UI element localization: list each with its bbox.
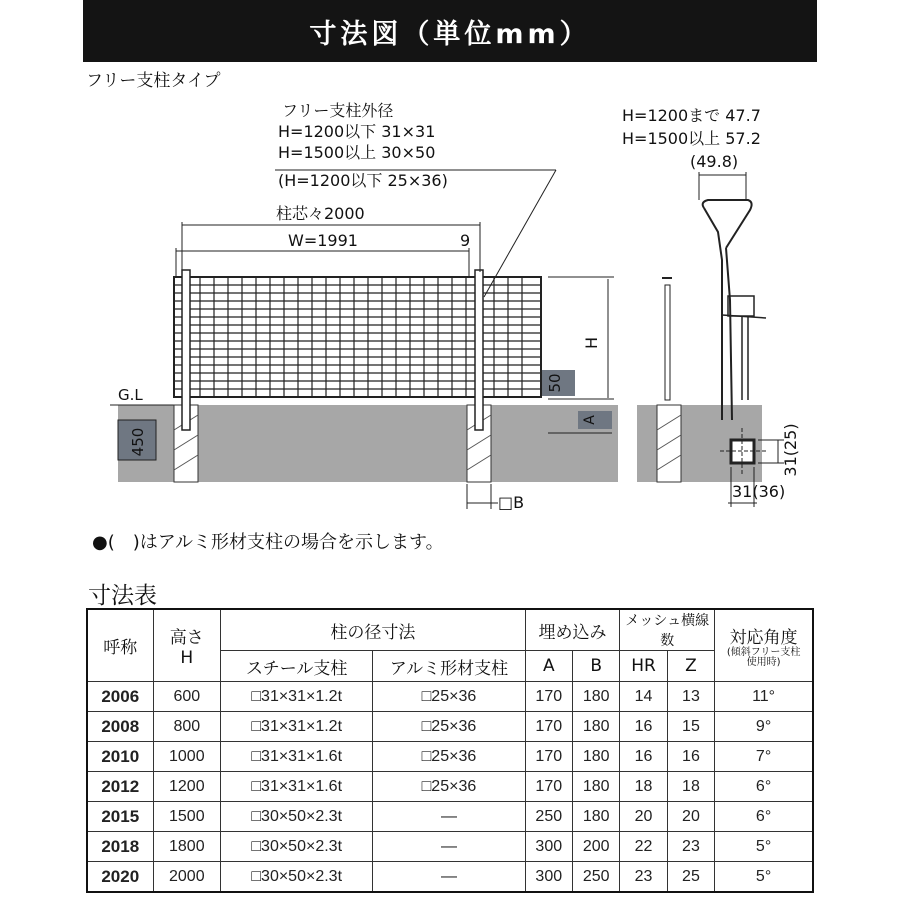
cell-b: 180 [572,802,619,832]
header-z: Z [667,651,714,682]
cell-b: 180 [572,742,619,772]
header-height [153,609,221,682]
table-row [87,742,813,772]
cell-angle: 5° [715,862,813,893]
cell-z: 23 [667,832,714,862]
header-post-size: 柱の径寸法 [221,609,526,651]
cell-alu: — [373,802,525,832]
header-angle-label: 対応角度 [729,628,798,648]
side-31v-label: 31(25) [781,423,800,477]
cell-a: 170 [525,772,572,802]
cell-alu: □25×36 [373,772,525,802]
side-1200-label: H=1200まで 47.7 [622,106,761,125]
header-name: 呼称 [87,609,153,682]
header-hr: HR [620,651,667,682]
cell-steel: □31×31×1.2t [221,712,373,742]
post-size-alu: (H=1200以下 25×36) [278,171,448,190]
cell-code: 2015 [87,802,153,832]
header-angle-note1: (傾斜フリー支柱 [726,647,801,658]
cell-hr: 20 [620,802,667,832]
footing-side [657,405,681,482]
cell-b: 180 [572,682,619,712]
dimension-table [86,608,814,893]
cell-a: 300 [525,832,572,862]
post-left [182,270,190,430]
table-row [87,712,813,742]
cell-alu: — [373,862,525,893]
gap-label: 9 [460,231,471,250]
cell-z: 20 [667,802,714,832]
cell-z: 18 [667,772,714,802]
post-size-1500: H=1500以上 30×50 [278,143,436,162]
header-height-unit: H [180,648,194,668]
header-alu: アルミ形材支柱 [373,651,525,682]
cell-angle: 6° [715,772,813,802]
table-row [87,832,813,862]
pitch-label: 柱芯々2000 [276,204,365,223]
cell-z: 13 [667,682,714,712]
cell-steel: □30×50×2.3t [221,832,373,862]
cell-code: 2008 [87,712,153,742]
post-size-1200: H=1200以下 31×31 [278,122,436,141]
header-steel: スチール支柱 [221,651,373,682]
table-row [87,802,813,832]
cell-angle: 7° [715,742,813,772]
header-height-label: 高さ [169,628,204,648]
cell-steel: □31×31×1.6t [221,772,373,802]
cell-code: 2018 [87,832,153,862]
cell-alu: □25×36 [373,742,525,772]
table-row [87,772,813,802]
cell-hr: 16 [620,742,667,772]
side-alu-label: (49.8) [690,152,739,171]
cell-z: 25 [667,862,714,893]
cell-b: 180 [572,712,619,742]
depth-label: 450 [129,427,147,457]
cell-height: 1200 [153,772,221,802]
note-text: ●( )はアルミ形材支柱の場合を示します。 [92,532,444,553]
cell-angle: 6° [715,802,813,832]
cell-hr: 23 [620,862,667,893]
gl-label: G.L [118,386,143,404]
cell-a: 170 [525,682,572,712]
b-label: □B [498,493,525,512]
cell-angle: 5° [715,832,813,862]
cell-code: 2010 [87,742,153,772]
cell-a: 170 [525,742,572,772]
cell-height: 600 [153,682,221,712]
header-b: B [572,651,619,682]
table-title: 寸法表 [88,583,157,609]
cell-b: 200 [572,832,619,862]
side-1500-label: H=1500以上 57.2 [622,129,761,148]
cell-b: 180 [572,772,619,802]
cell-z: 16 [667,742,714,772]
cell-angle: 9° [715,712,813,742]
table-row [87,862,813,893]
cell-code: 2012 [87,772,153,802]
cell-height: 1000 [153,742,221,772]
cell-z: 15 [667,712,714,742]
header-angle [715,609,813,682]
cell-steel: □30×50×2.3t [221,862,373,893]
cell-height: 800 [153,712,221,742]
header-a: A [525,651,572,682]
side-profile [703,200,766,420]
cell-hr: 22 [620,832,667,862]
cell-a: 300 [525,862,572,893]
cell-code: 2006 [87,682,153,712]
h-label: H [582,336,601,349]
fifty-label: 50 [546,373,564,393]
cell-hr: 14 [620,682,667,712]
table-row [87,682,813,712]
cell-steel: □30×50×2.3t [221,802,373,832]
mesh-panel [174,277,541,397]
page-title: 寸法図（単位mm） [83,0,817,62]
cell-code: 2020 [87,862,153,893]
cell-hr: 18 [620,772,667,802]
cell-b: 250 [572,862,619,893]
cell-angle: 11° [715,682,813,712]
header-angle-note2: 使用時) [746,657,781,668]
cell-a: 250 [525,802,572,832]
width-label: W=1991 [288,231,358,250]
side-31h-label: 31(36) [732,482,786,501]
cell-steel: □31×31×1.2t [221,682,373,712]
cell-steel: □31×31×1.6t [221,742,373,772]
cell-alu: □25×36 [373,682,525,712]
cell-height: 1500 [153,802,221,832]
cell-alu: — [373,832,525,862]
post-outer-label: フリー支柱外径 [282,101,394,120]
cell-hr: 16 [620,712,667,742]
header-embed: 埋め込み [525,609,620,651]
side-mesh [665,285,670,400]
header-mesh: メッシュ横線数 [620,609,715,651]
cell-alu: □25×36 [373,712,525,742]
cell-a: 170 [525,712,572,742]
cell-height: 1800 [153,832,221,862]
cell-height: 2000 [153,862,221,893]
diagram-subtitle: フリー支柱タイプ [86,71,221,91]
a-label: A [582,415,598,425]
post-right [475,270,483,430]
